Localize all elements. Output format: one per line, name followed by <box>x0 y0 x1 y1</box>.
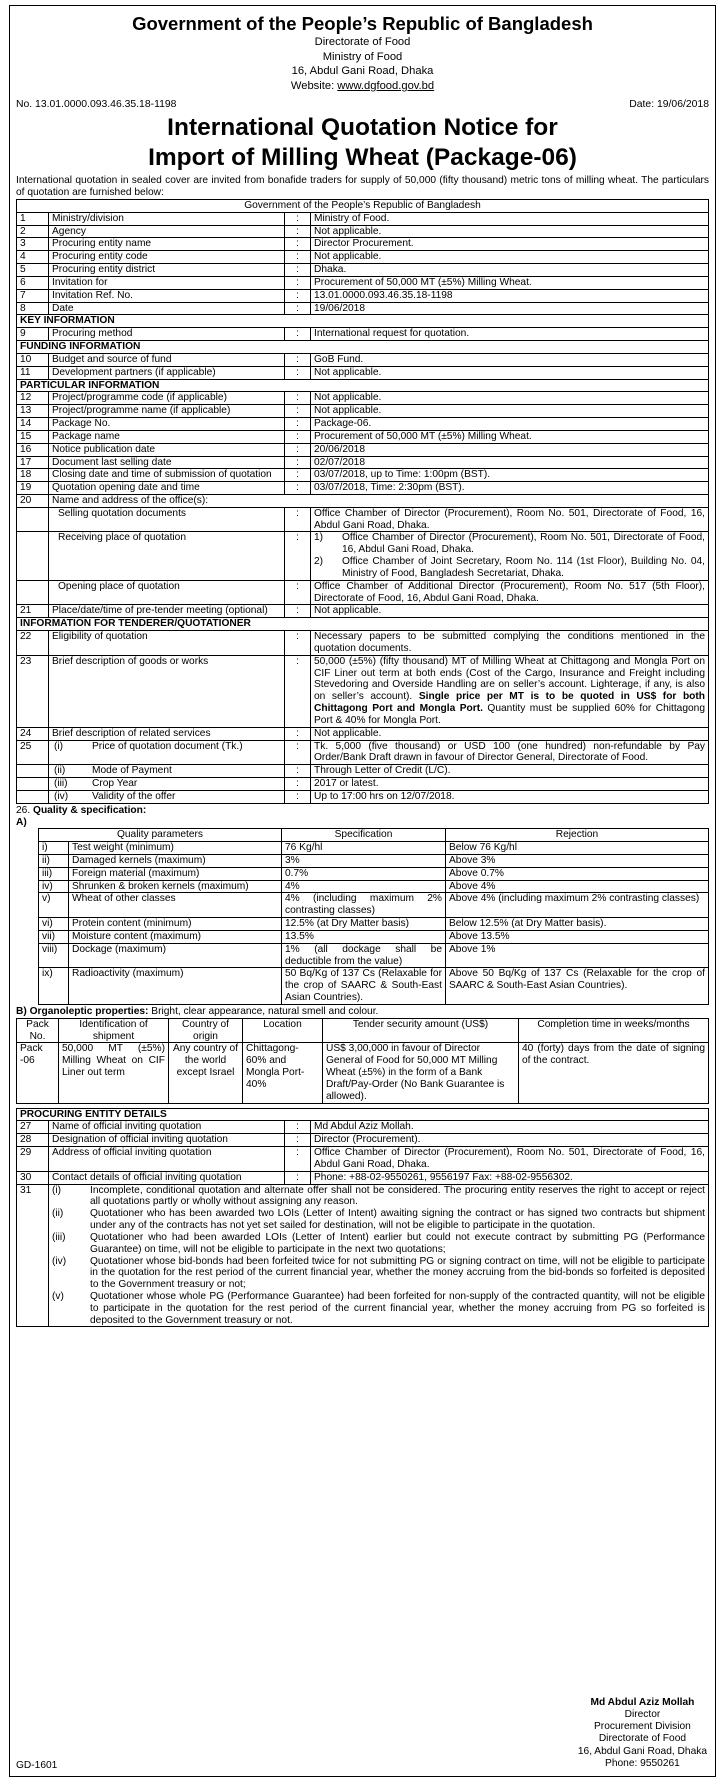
list-item: (iii) Quotationer who had been awarded LOIs (Letter of Intent) earlier but could not execute contract by submitting PG (Performance Guarantee) on time, will not be eligible to participate in the next two quotations; <box>52 1231 705 1255</box>
quality-table <box>38 828 709 1005</box>
table-row: v) Wheat of other classes 4% (including maximum 2% contrasting classes) Above 4% (including maximum 2% contrasting classes) <box>39 893 709 918</box>
table-row: 25 (i) Price of quotation document (Tk.) : Tk. 5,000 (five thousand) or USD 100 (one hundred) non-refundable by Pay Order/Bank Draft drawn in favour of Director General, Directorate of Food. <box>17 740 709 765</box>
directorate: Directorate of Food <box>314 36 411 49</box>
table-row: Receiving place of quotation : 1) Office Chamber of Director (Procurement), Room No. 501, Directorate of Food, 16, Abdul Gani Road, Dhaka. 2) Office Chamber of Joint Secretary, Room No. 114 (1st Floor), Building No. 04, Ministry of Food, Bangladesh Secretariat, Dhaka. <box>17 532 709 580</box>
table-row: 3 Procuring entity name : Director Procurement. <box>17 238 709 251</box>
footer-code: GD-1601 <box>16 1760 58 1772</box>
table-row: vii) Moisture content (maximum) 13.5% Above 13.5% <box>39 930 709 943</box>
signature-block <box>578 1697 707 1770</box>
table-row: 12 Project/programme code (if applicable) : Not applicable. <box>17 392 709 405</box>
website-label: Website: <box>290 79 338 92</box>
table-row: (iv) Validity of the offer : Up to 17:00 hrs on 12/07/2018. <box>17 790 709 803</box>
section-key-information: KEY INFORMATION <box>17 315 709 328</box>
table-row: 5 Procuring entity district : Dhaka. <box>17 264 709 277</box>
section-procuring-entity: PROCURING ENTITY DETAILS <box>17 1108 709 1121</box>
table-row: iii) Foreign material (maximum) 0.7% Above 0.7% <box>39 867 709 880</box>
signatory-office: Directorate of Food <box>598 1733 687 1745</box>
table-row: iv) Shrunken & broken kernels (maximum) 4% Above 4% <box>39 880 709 893</box>
table-row: Selling quotation documents : Office Chamber of Director (Procurement), Room No. 501, Directorate of Food, 16, Abdul Gani Road, Dhaka. <box>17 507 709 532</box>
intro-paragraph: International quotation in sealed cover are invited from bonafide traders for supply of 50,000 (fifty thousand) metric tons of milling wheat. The particulars of quotation are furnished below: <box>16 175 709 199</box>
list-item: (i) Incomplete, conditional quotation and alternate offer shall not be considered. The procuring entity reserves the right to accept or reject all quotations partly or wholly without assigning any reason. <box>52 1184 705 1208</box>
table-row: 15 Package name : Procurement of 50,000 MT (±5%) Milling Wheat. <box>17 430 709 443</box>
table-row: 6 Invitation for : Procurement of 50,000 MT (±5%) Milling Wheat. <box>17 276 709 289</box>
website-line <box>16 79 709 94</box>
package-header-row: Pack No. Identification of shipment Country of origin Location Tender security amount (US$) Completion time in weeks/months <box>17 1018 709 1043</box>
table-row: 31 (i) Incomplete, conditional quotation and alternate offer shall not be considered. The procuring entity reserves the right to accept or reject all quotations partly or wholly without assigning any reason. (ii) Quotationer who has been awarded two LOIs (Letter of Intent) awaiting signing the contract or has signed two contracts but shipment under any of the contracts has not yet set sailed for destination, will not be eligible to participate in the quotation. (iii) Quotationer who had been awarded LOIs (Letter of Intent) earlier but could not execute contract by submitting PG (Performance Guarantee) on time, will not be eligible to participate in the next two quotations; (iv) Quotationer whose bid-bonds had been forfeited twice for not submitting PG or signing contract on time, will not be eligible to participate in the quotation for the rest period of the current financial year, whether the money accruing from the bid-bonds so forfeited is deposited to the Government treasury or not; (v) Quotationer whose whole PG (Performance Guarantee) had been forfeited for non-supply of the contracted quantity, will not be eligible to participate in the quotation for the rest period of the current financial year, whether the money accruing from PG so forfeited is deposited to the Government treasury or not. <box>17 1184 709 1327</box>
table-row: 21 Place/date/time of pre-tender meeting (optional) : Not applicable. <box>17 605 709 618</box>
table-row: 18 Closing date and time of submission of quotation : 03/07/2018, up to Time: 1:00pm (BST). <box>17 469 709 482</box>
table-row: 13 Project/programme name (if applicable) : Not applicable. <box>17 405 709 418</box>
table-row: Opening place of quotation : Office Chamber of Additional Director (Procurement), Room No. 517 (5th Floor), Directorate of Food, 16, Abdul Gani Road, Dhaka. <box>17 580 709 605</box>
ref-number: No. 13.01.0000.093.46.35.18-1198 <box>16 99 177 111</box>
procuring-entity-table <box>16 1108 709 1328</box>
table-row: i) Test weight (minimum) 76 Kg/hl Below 76 Kg/hl <box>39 842 709 855</box>
table-row: 20 Name and address of the office(s): <box>17 494 709 507</box>
table-row: 22 Eligibility of quotation : Necessary papers to be submitted complying the conditions mentioned in the quotation documents. <box>17 631 709 656</box>
table-row: 16 Notice publication date : 20/06/2018 <box>17 443 709 456</box>
table-row: 19 Quotation opening date and time : 03/07/2018, Time: 2:30pm (BST). <box>17 482 709 495</box>
section-funding-information: FUNDING INFORMATION <box>17 341 709 354</box>
quality-sub-a: A) <box>16 816 27 828</box>
table-row: 28 Designation of official inviting quotation : Director (Procurement). <box>17 1134 709 1147</box>
signatory-division: Procurement Division <box>594 1721 691 1733</box>
table-row: (iii) Crop Year : 2017 or latest. <box>17 778 709 791</box>
quality-heading: 26. Quality & specification: <box>16 804 147 816</box>
notice-title-line-2: Import of Milling Wheat (Package-06) <box>148 143 577 171</box>
list-item: 2) Office Chamber of Joint Secretary, Room No. 114 (1st Floor), Building No. 04, Ministry of Food, Bangladesh Secretariat, Dhaka. <box>314 556 705 579</box>
notice-page <box>9 5 716 1777</box>
table-row: 1 Ministry/division : Ministry of Food. <box>17 212 709 225</box>
list-item: 1) Office Chamber of Director (Procurement), Room No. 501, Directorate of Food, 16, Abdul Gani Road, Dhaka. <box>314 532 705 556</box>
table-row: 4 Procuring entity code : Not applicable. <box>17 251 709 264</box>
section-particular-information: PARTICULAR INFORMATION <box>17 379 709 392</box>
organoleptic-line: B) Organoleptic properties: Bright, clear appearance, natural smell and colour. <box>16 1005 379 1017</box>
table-row: viii) Dockage (maximum) 1% (all dockage shall be deductible from the value) Above 1% <box>39 943 709 968</box>
table-row: 9 Procuring method : International request for quotation. <box>17 328 709 341</box>
address: 16, Abdul Gani Road, Dhaka <box>291 65 434 78</box>
table-row: 23 Brief description of goods or works : 50,000 (±5%) (fifty thousand) MT of Milling Wheat at Chittagong and Mongla Port on CIF Liner out term at both ends (Cost of the Cargo, Insurance and Freight including Stevedoring and Overside Handling are on seller’s account. Lighterage, if any, is also on seller’s account). Single price per MT is to be quoted in US$ for both Chittagong Port and Mongla Port. Quantity must be supplied 60% for Chittagong Port & 40% for Mongla Port. <box>17 655 709 727</box>
list-item: (ii) Quotationer who has been awarded two LOIs (Letter of Intent) awaiting signing the contract or has signed two contracts but shipment under any of the contracts has not yet set sailed for destination, will not be eligible to participate in the quotation. <box>52 1208 705 1232</box>
org-name: Government of the People’s Republic of Bangladesh <box>132 13 593 34</box>
receiving-places-list <box>314 532 705 579</box>
table-row: 27 Name of official inviting quotation : Md Abdul Aziz Mollah. <box>17 1121 709 1134</box>
table-row: ix) Radioactivity (maximum) 50 Bq/Kg of 137 Cs (Relaxable for the crop of SAARC & South-East Asian Countries). Above 50 Bq/Kg of 137 Cs (Relaxable for the crop of SAARC & South-East Asian Countries). <box>39 968 709 1004</box>
quality-header-row: Quality parameters Specification Rejection <box>39 829 709 842</box>
signatory-address: 16, Abdul Gani Road, Dhaka <box>577 1745 707 1757</box>
table-row: 30 Contact details of official inviting quotation : Phone: +88-02-9550261, 9556197 Fax: +88-02-9556302. <box>17 1171 709 1184</box>
ministry: Ministry of Food <box>322 50 403 63</box>
list-item: (v) Quotationer whose whole PG (Performance Guarantee) had been forfeited for non-supply of the contracted quantity, will not be eligible to participate in the quotation for the rest period of the current financial year, whether the money accruing from PG so forfeited is deposited to the Government treasury or not. <box>52 1290 705 1326</box>
table-row: 17 Document last selling date : 02/07/2018 <box>17 456 709 469</box>
table-row: 7 Invitation Ref. No. : 13.01.0000.093.46.35.18-1198 <box>17 289 709 302</box>
notice-date: Date: 19/06/2018 <box>629 99 709 111</box>
list-item: (iv) Quotationer whose bid-bonds had been forfeited twice for not submitting PG or signing contract on time, will not be eligible to participate in the quotation for the rest period of the current financial year, whether the money accruing from the bid-bonds so forfeited is deposited to the Government treasury or not; <box>52 1255 705 1291</box>
website-link[interactable]: www.dgfood.gov.bd <box>337 79 435 92</box>
conditions-list <box>52 1185 705 1327</box>
package-table <box>16 1018 709 1104</box>
ref-row <box>16 99 709 111</box>
notice-title-line-1: International Quotation Notice for <box>167 113 558 141</box>
signatory-name: Md Abdul Aziz Mollah <box>590 1696 695 1708</box>
table-row: 8 Date : 19/06/2018 <box>17 302 709 315</box>
table-row: ii) Damaged kernels (maximum) 3% Above 3% <box>39 855 709 868</box>
table-row: 10 Budget and source of fund : GoB Fund. <box>17 353 709 366</box>
table-row: (ii) Mode of Payment : Through Letter of Credit (L/C). <box>17 765 709 778</box>
table-row: 11 Development partners (if applicable) : Not applicable. <box>17 366 709 379</box>
section-tenderer-information: INFORMATION FOR TENDERER/QUOTATIONER <box>17 618 709 631</box>
table-row: 2 Agency : Not applicable. <box>17 225 709 238</box>
table-caption: Government of the People’s Republic of Bangladesh <box>17 199 709 212</box>
particulars-table <box>16 199 709 804</box>
table-row: 24 Brief description of related services : Not applicable. <box>17 727 709 740</box>
table-row: 14 Package No. : Package-06. <box>17 418 709 431</box>
table-row: 29 Address of official inviting quotation : Office Chamber of Director (Procurement), Room No. 501, Directorate of Food, 16, Abdul Gani Road, Dhaka. <box>17 1147 709 1172</box>
signatory-phone: Phone: 9550261 <box>605 1757 680 1769</box>
table-row: Pack -06 50,000 MT (±5%) Milling Wheat on CIF Liner out term Any country of the world except Israel Chittagong-60% and Mongla Port-40% US$ 3,00,000 in favour of Director General of Food for 50,000 MT Milling Wheat (±5%) in the form of a Bank Draft/Pay-Order (No Bank Guarantee is allowed). 40 (forty) days from the date of signing of the contract. <box>17 1043 709 1103</box>
table-row: vi) Protein content (minimum) 12.5% (at Dry Matter basis) Below 12.5% (at Dry Matter basis). <box>39 918 709 931</box>
signatory-designation: Director <box>624 1708 661 1720</box>
